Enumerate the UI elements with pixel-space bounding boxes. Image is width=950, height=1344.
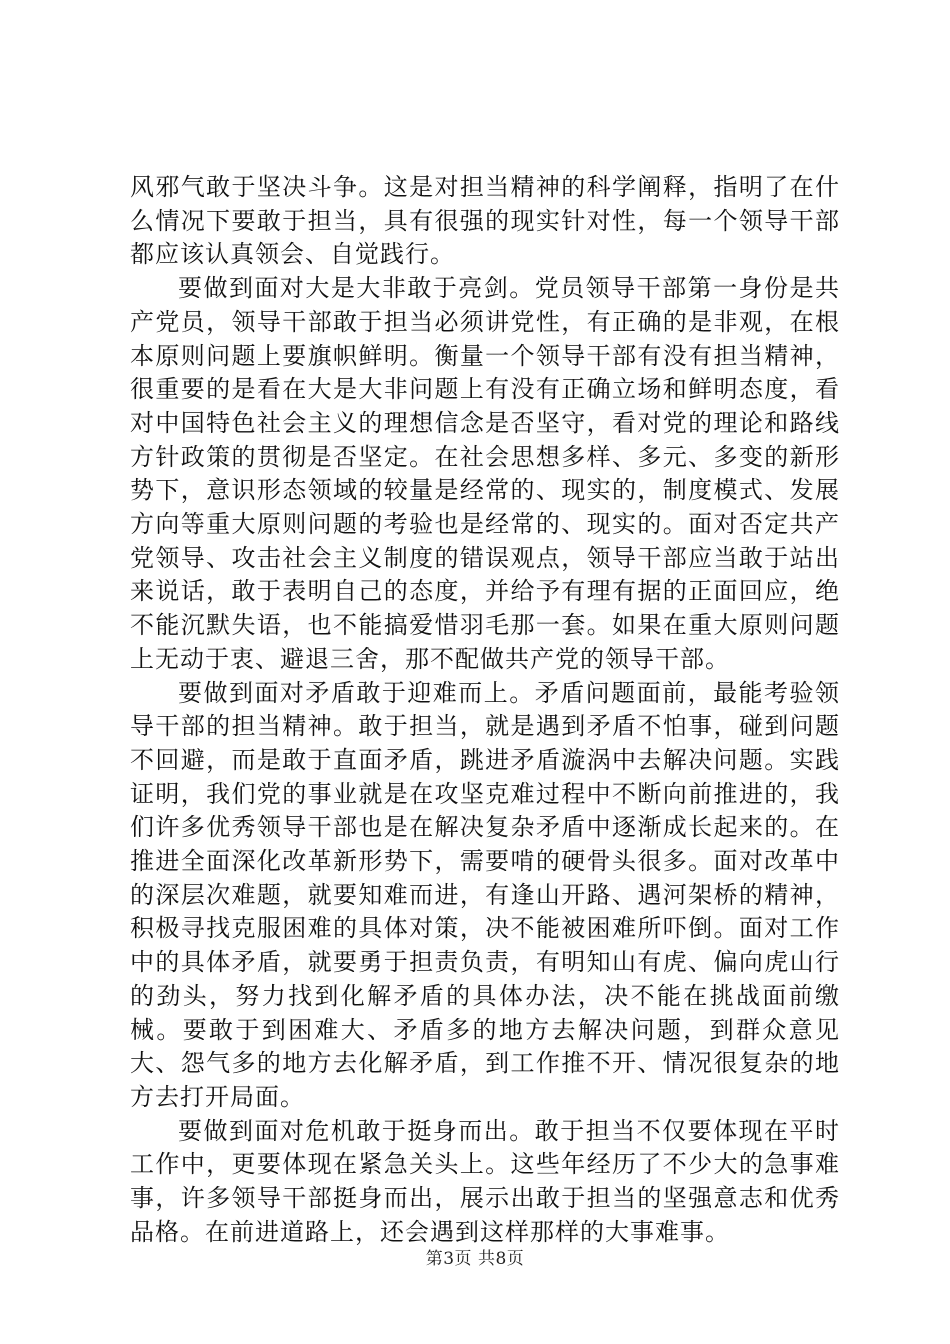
page-footer: 第3页 共8页 xyxy=(425,1249,525,1269)
paragraph-face-contradictions: 要做到面对矛盾敢于迎难而上。矛盾问题面前，最能考验领导干部的担当精神。敢于担当，就是遇到矛盾不怕事，碰到问题不回避，而是敢于直面矛盾，跳进矛盾漩涡中去解决问题。实践证明，我们党的事业就是在攻坚克难过程中不断向前推进的，我们许多优秀领导干部也是在解决复杂矛盾中逐渐成长起来的。在推进全面深化改革新形势下，需要啃的硬骨头很多。面对改革中的深层次难题，就要知难而进，有逢山开路、遇河架桥的精神，积极寻找克服困难的具体对策，决不能被困难所吓倒。面对工作中的具体矛盾，就要勇于担责负责，有明知山有虎、偏向虎山行的劲头，努力找到化解矛盾的具体办法，决不能在挑战面前缴械。要敢于到困难大、矛盾多的地方去解决问题，到群众意见大、怨气多的地方去化解矛盾，到工作推不开、情况很复杂的地方去打开局面。 xyxy=(130,678,840,1111)
paragraph-continuation: 风邪气敢于坚决斗争。这是对担当精神的科学阐释，指明了在什么情况下要敢于担当，具有很强的现实针对性，每一个领导干部都应该认真领会、自觉践行。 xyxy=(130,173,840,269)
paragraph-face-crisis: 要做到面对危机敢于挺身而出。敢于担当不仅要体现在平时工作中，更要体现在紧急关头上。这些年经历了不少大的急事难事，许多领导干部挺身而出，展示出敢于担当的坚强意志和优秀品格。在前进道路上，还会遇到这样那样的大事难事。 xyxy=(130,1116,840,1246)
paragraph-face-right-and-wrong: 要做到面对大是大非敢于亮剑。党员领导干部第一身份是共产党员，领导干部敢于担当必须讲党性，有正确的是非观，在根本原则问题上要旗帜鲜明。衡量一个领导干部有没有担当精神，很重要的是看在大是大非问题上有没有正确立场和鲜明态度，看对中国特色社会主义的理想信念是否坚守，看对党的理论和路线方针政策的贯彻是否坚定。在社会思想多样、多元、多变的新形势下，意识形态领域的较量是经常的、现实的，制度模式、发展方向等重大原则问题的考验也是经常的、现实的。面对否定共产党领导、攻击社会主义制度的错误观点，领导干部应当敢于站出来说话，敢于表明自己的态度，并给予有理有据的正面回应，绝不能沉默失语，也不能搞爱惜羽毛那一套。如果在重大原则问题上无动于衷、避退三舍，那不配做共产党的领导干部。 xyxy=(130,274,840,673)
body-text xyxy=(130,171,840,1250)
